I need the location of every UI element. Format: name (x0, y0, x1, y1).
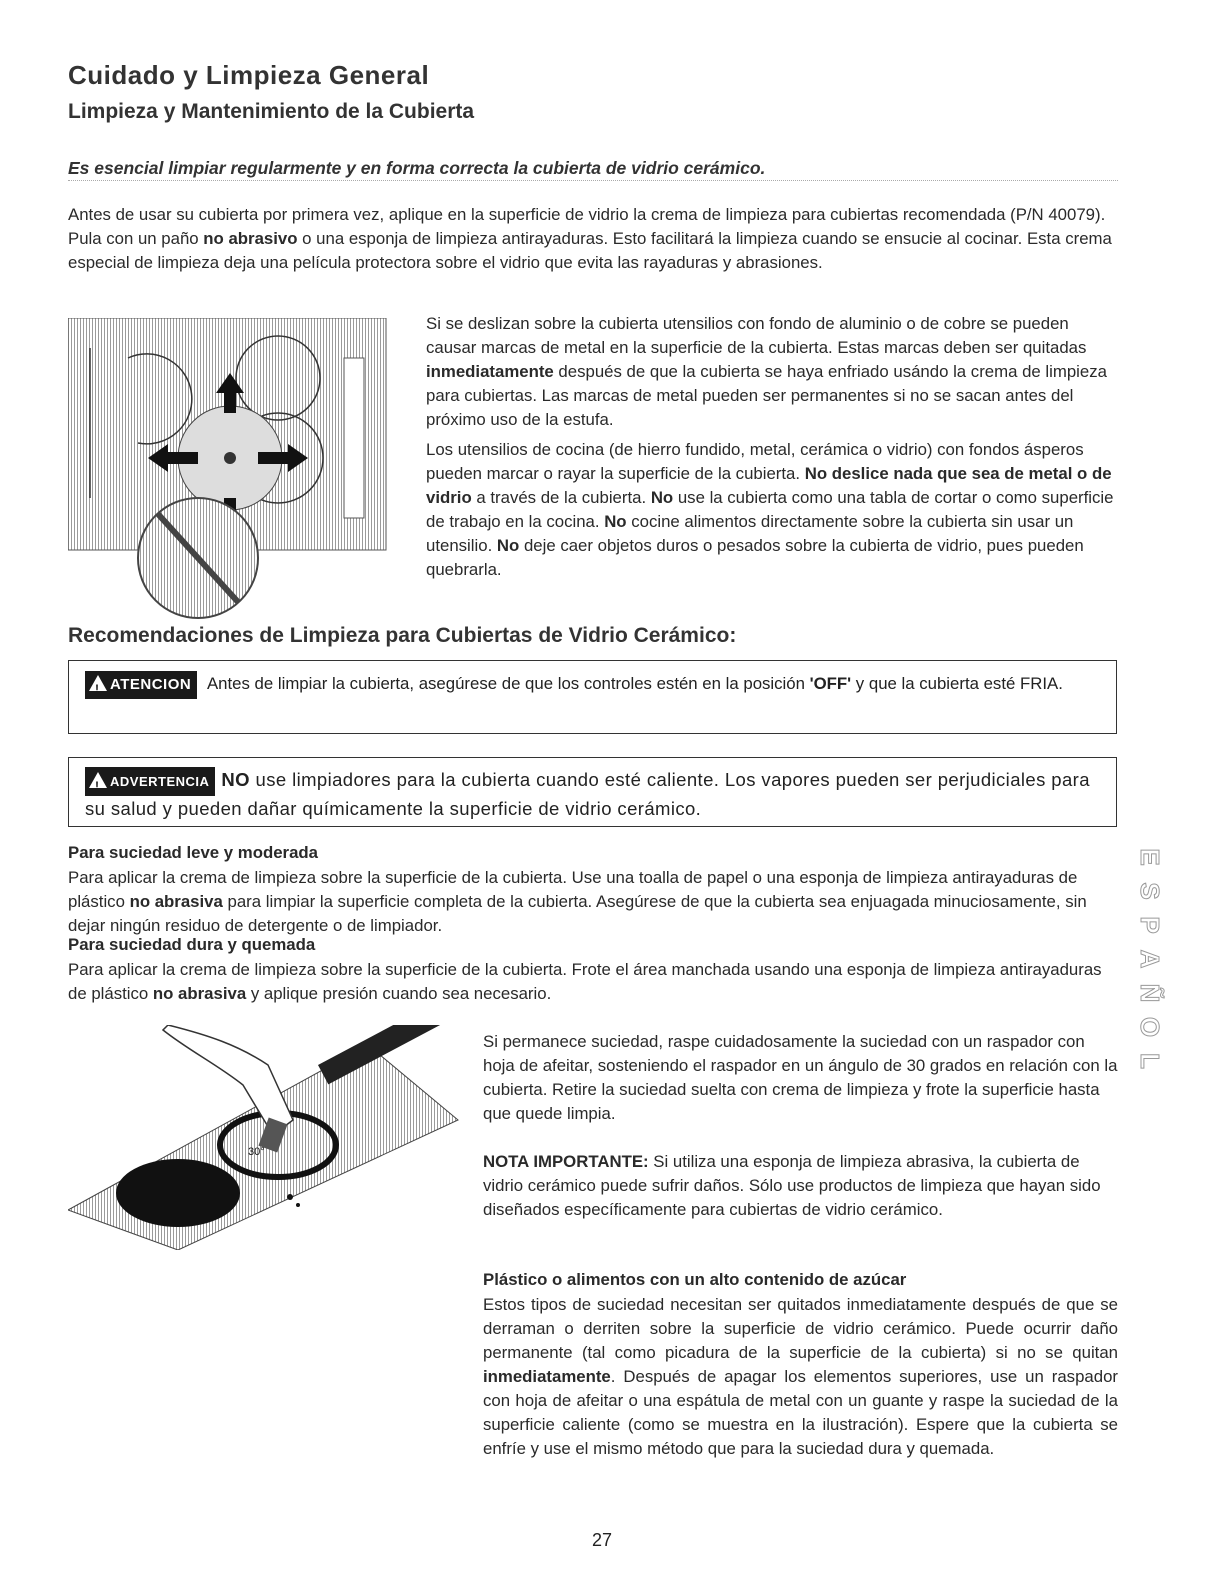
light-soil-heading: Para suciedad leve y moderada (68, 843, 318, 862)
important-note: NOTA IMPORTANTE: Si utiliza una esponja de limpieza abrasiva, la cubierta de vidrio cerámico puede sufrir daños. Sólo use productos de limpieza que hayan sido diseñados específicamente para cubiertas de vidrio cerámico. (483, 1152, 1101, 1219)
cooktop-sliding-illustration (68, 318, 393, 620)
heavy-soil-heading: Para suciedad dura y quemada (68, 935, 316, 954)
page-number: 27 (592, 1530, 613, 1550)
intro-paragraph: Antes de usar su cubierta por primera vez, aplique en la superficie de vidrio la crema de limpieza para cubiertas recomendada (P/N 40079). Pula con un paño no abrasivo o una esponja de limpieza antirayaduras. Esto facilitará la limpieza cuando se ensucie al cocinar. Esta crema especial de limpieza deja una película protectora sobre el vidrio que evita las rayaduras y abrasiones. (68, 205, 1112, 272)
light-soil-paragraph: Para aplicar la crema de limpieza sobre la superficie de la cubierta. Use una toalla de papel o una esponja de limpieza antirayaduras de plástico no abrasiva para limpiar la superficie completa de la cubierta. Asegúrese de que la cubierta sea enjuagada minuciosamente, sin dejar ningún residuo de detergente o de limpiador. (68, 868, 1087, 935)
page-title: Cuidado y Limpieza General (68, 60, 430, 90)
divider (68, 180, 1118, 181)
warning-badge: !ADVERTENCIA (85, 767, 215, 796)
utensils-paragraph: Los utensilios de cocina (de hierro fundido, metal, cerámica o vidrio) con fondos ásperos pueden marcar o rayar la superficie de la cubierta. No deslice nada que sea de metal o de vidrio a través de la cubierta. No use la cubierta como una tabla de cortar o como superficie de trabajo en la cocina. No cocine alimentos directamente sobre la cubierta sin usar un utensilio. No deje caer objetos duros o pesados sobre la cubierta de vidrio, pues pueden quebrarla. (426, 440, 1114, 579)
sugar-heading: Plástico o alimentos con un alto contenido de azúcar (483, 1270, 907, 1289)
sugar-paragraph: Estos tipos de suciedad necesitan ser quitados inmediatamente después de que se derraman o derriten sobre la superficie de vidrio cerámico. Puede ocurrir daño permanente (tal como picadura de la superficie de la cubierta) si no se quitan inmediatamente. Después de apagar los elementos superiores, use un raspador con hoja de afeitar o una espátula de metal con un guante y raspe la suciedad de la superficie caliente (como se muestra en la ilustración). Espere que la cubierta se enfríe y use el mismo método que para la suciedad dura y quemada. (483, 1295, 1118, 1458)
angle-label: 30° (248, 1146, 265, 1158)
scraper-paragraph: Si permanece suciedad, raspe cuidadosamente la suciedad con un raspador con hoja de afeitar, sosteniendo el raspador en un ángulo de 30 grados en relación con la cubierta. Retire la suciedad suelta con crema de limpieza y frote la superficie hasta que quede limpia. (483, 1032, 1118, 1123)
scraper-illustration (68, 1025, 463, 1250)
warning-triangle-icon (89, 772, 107, 788)
caution-box: !ATENCION Antes de limpiar la cubierta, asegúrese de que los controles estén en la posición 'OFF' y que la cubierta esté FRIA. (68, 660, 1117, 734)
metal-marks-paragraph: Si se deslizan sobre la cubierta utensilios con fondo de aluminio o de cobre se pueden causar marcas de metal en la superficie de la cubierta. Estas marcas deben ser quitadas inmediatamente después de que la cubierta se haya enfriado usándo la crema de limpieza para cubiertas. Las marcas de metal pueden ser permanentes si no se sacan antes del próximo uso de la estufa. (426, 314, 1107, 429)
lead-statement: Es esencial limpiar regularmente y en forma correcta la cubierta de vidrio cerámico. (68, 158, 766, 178)
caution-badge: !ATENCION (85, 671, 197, 699)
warning-box: !ADVERTENCIA NO use limpiadores para la cubierta cuando esté caliente. Los vapores pueden ser perjudiciales para su salud y pueden dañar químicamente la superficie de vidrio cerámico. (68, 757, 1117, 827)
page-subtitle: Limpieza y Mantenimiento de la Cubierta (68, 100, 475, 123)
warning-triangle-icon (89, 675, 107, 691)
heavy-soil-paragraph: Para aplicar la crema de limpieza sobre la superficie de la cubierta. Frote el área manchada usando una esponja de limpieza antirayaduras de plástico no abrasiva y aplique presión cuando sea necesario. (68, 960, 1102, 1003)
side-tab-espanol: E S P A Ñ O L (1135, 848, 1165, 1069)
section-heading: Recomendaciones de Limpieza para Cubiertas de Vidrio Cerámico: (68, 624, 737, 647)
